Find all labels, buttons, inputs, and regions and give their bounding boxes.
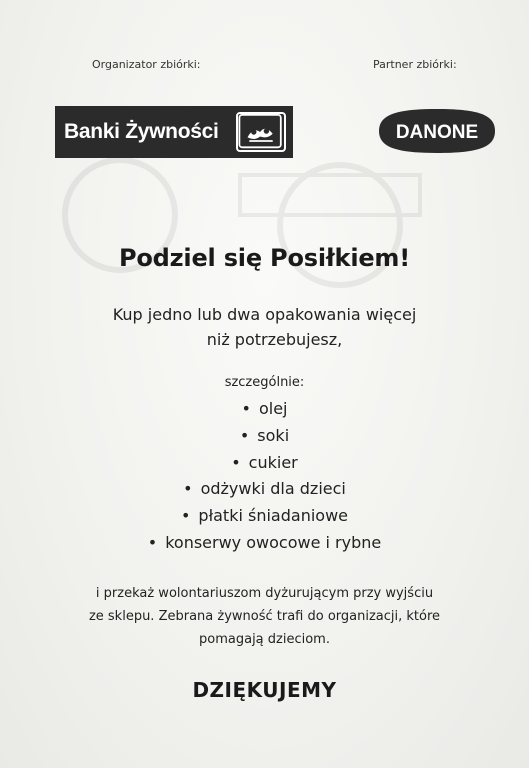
subheading: szczególnie: bbox=[224, 375, 305, 390]
banki-zywnosci-logo bbox=[55, 106, 293, 158]
instructions-line-3: pomagają dzieciom. bbox=[199, 632, 330, 647]
list-item: • olej bbox=[0, 396, 529, 423]
list-item: • płatki śniadaniowe bbox=[0, 503, 529, 530]
lead-line-1: Kup jedno lub dwa opakowania więcej bbox=[112, 305, 417, 324]
danone-logo-text: DANONE bbox=[395, 122, 479, 143]
danone-logo bbox=[375, 105, 499, 157]
items-list bbox=[0, 396, 529, 557]
list-item: • konserwy owocowe i rybne bbox=[0, 530, 529, 557]
banki-zywnosci-logo-text: Banki Żywności bbox=[64, 120, 219, 143]
birds-emblem-icon bbox=[236, 112, 286, 152]
instructions-text bbox=[0, 582, 529, 651]
page-title: Podziel się Posiłkiem! bbox=[119, 244, 410, 272]
instructions-line-2: ze sklepu. Zebrana żywność trafi do organizacji, które bbox=[88, 609, 441, 624]
partner-label: Partner zbiórki: bbox=[373, 58, 457, 71]
organizer-label: Organizator zbiórki: bbox=[92, 58, 201, 71]
instructions-line-1: i przekaż wolontariuszom dyżurującym przy wyjściu bbox=[95, 586, 434, 601]
list-item: • cukier bbox=[0, 450, 529, 477]
list-item: • soki bbox=[0, 423, 529, 450]
lead-text bbox=[0, 302, 529, 352]
list-item: • odżywki dla dzieci bbox=[0, 476, 529, 503]
lead-line-2: niż potrzebujesz, bbox=[206, 330, 343, 349]
thanks-heading: DZIĘKUJEMY bbox=[192, 678, 337, 702]
